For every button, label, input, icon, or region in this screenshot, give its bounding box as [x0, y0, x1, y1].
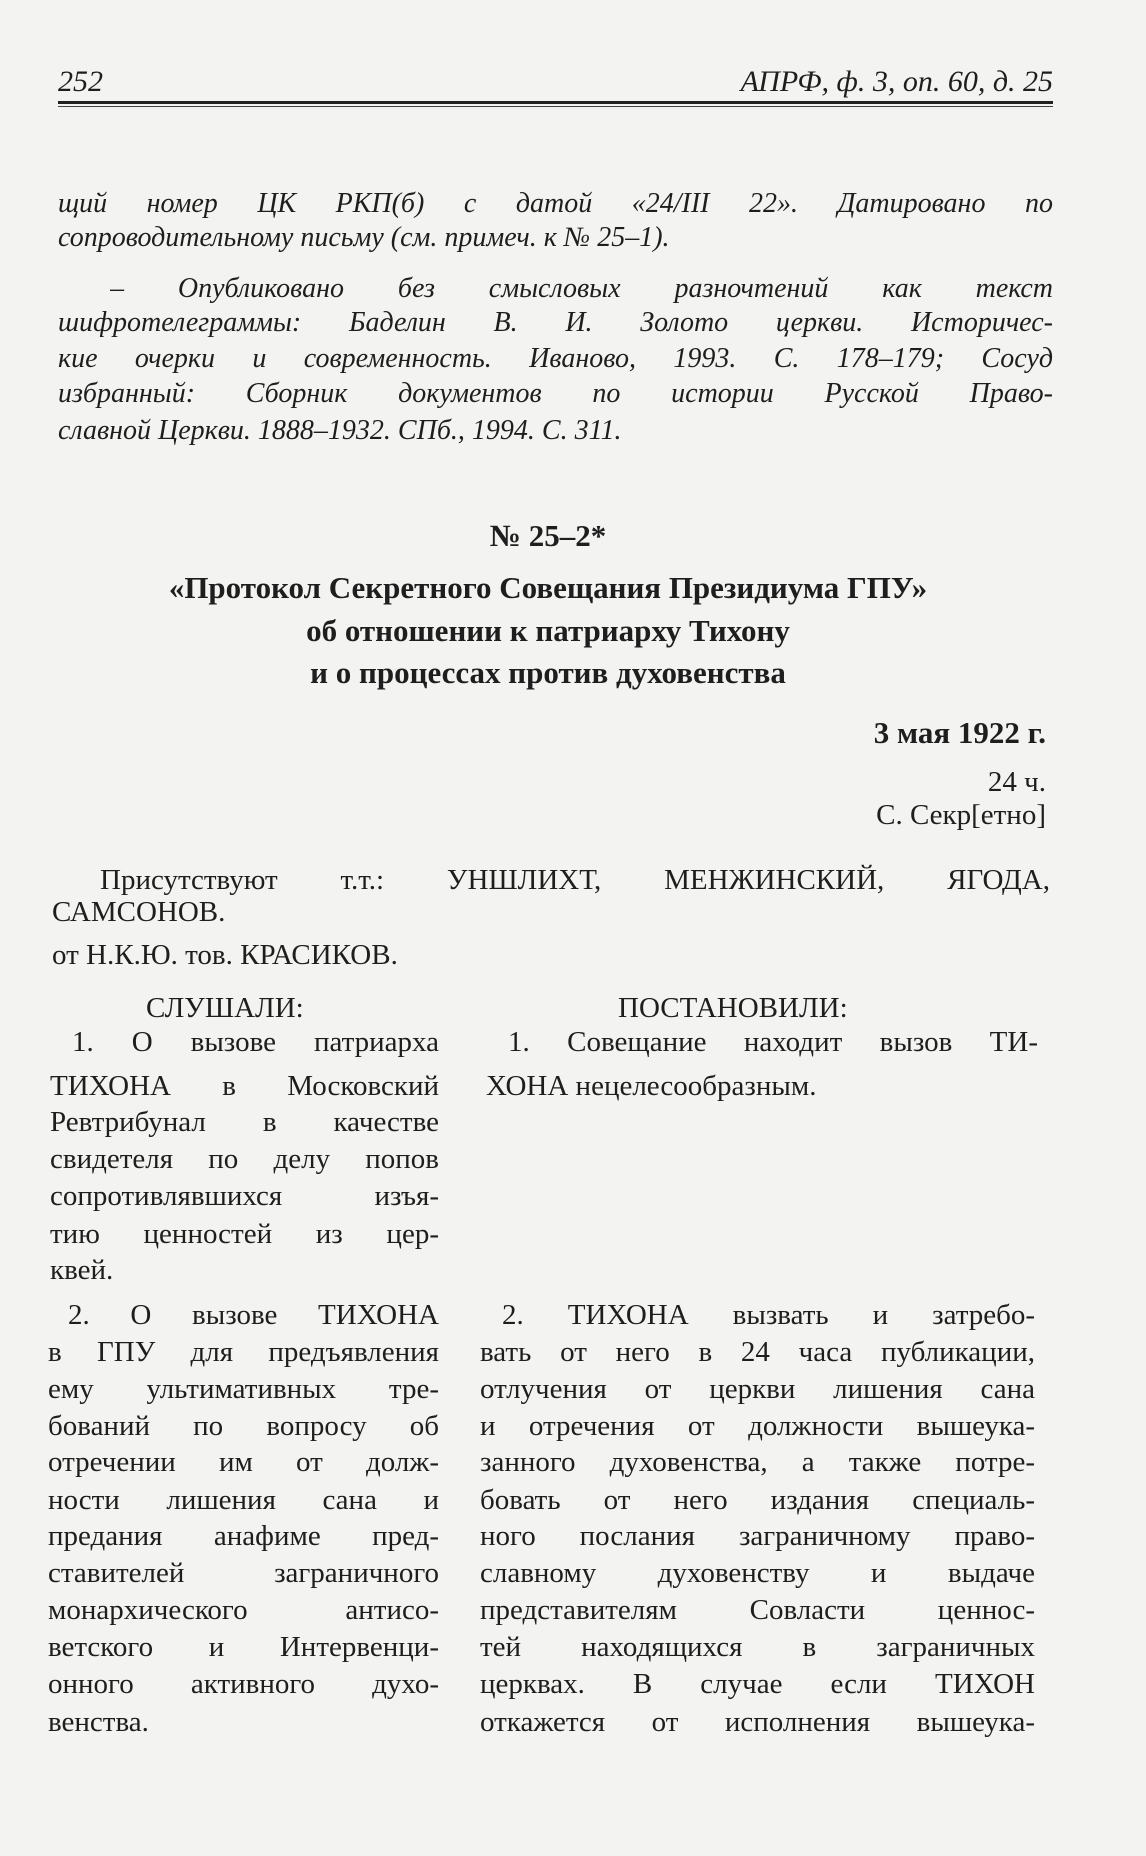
heard-line: ставителей заграничного: [48, 1557, 439, 1589]
resolved-line: вать от него в 24 часа публикации,: [480, 1336, 1035, 1368]
resolved-line: откажется от исполнения вышеука-: [480, 1706, 1035, 1738]
resolved-line: занного духовенства, а также потре-: [480, 1446, 1035, 1478]
heard-line: ветского и Интервенци-: [48, 1631, 439, 1663]
resolved-line: бовать от него издания специаль-: [480, 1484, 1035, 1516]
note-line: щий номер ЦК РКП(б) с датой «24/III 22». Датировано по: [58, 188, 1053, 219]
resolved-line: 1. Совещание находит вызов ТИ-: [508, 1026, 1038, 1058]
heard-line: квей.: [50, 1254, 114, 1286]
page-number: 252: [58, 65, 103, 98]
resolved-line: ного послания заграничному право-: [480, 1520, 1035, 1552]
resolved-column-heading: ПОСТАНОВИЛИ:: [618, 992, 848, 1024]
heard-line: бований по вопросу об: [48, 1410, 439, 1442]
heard-line: ему ультимативных тре-: [48, 1373, 439, 1405]
note-line: кие очерки и современность. Иваново, 1993. С. 178–179; Сосуд: [58, 343, 1053, 374]
resolved-line: славному духовенству и выдаче: [480, 1557, 1035, 1589]
document-title-line: и о процессах против духовенства: [310, 655, 786, 690]
heard-line: онного активного духо-: [48, 1668, 439, 1700]
document-title-line: «Протокол Секретного Совещания Президиума ГПУ»: [168, 570, 928, 605]
heard-line: венства.: [48, 1706, 149, 1738]
resolved-line: ХОНА нецелесообразным.: [486, 1070, 817, 1102]
document-time: 24 ч.: [987, 766, 1046, 798]
heard-line: 2. О вызове ТИХОНА: [68, 1299, 439, 1331]
note-line: шифротелеграммы: Баделин В. И. Золото церкви. Историчес-: [58, 307, 1053, 338]
heard-line: отречении им от долж-: [48, 1446, 439, 1478]
classification-mark: С. Секр[етно]: [876, 799, 1046, 831]
heard-line: свидетеля по делу попов: [50, 1143, 439, 1175]
attendees-line: от Н.К.Ю. тов. КРАСИКОВ.: [52, 939, 398, 971]
heard-line: тию ценностей из цер-: [50, 1218, 439, 1250]
document-date: 3 мая 1922 г.: [873, 715, 1046, 750]
heard-line: предания анафиме пред-: [48, 1520, 439, 1552]
heard-line: монархического антисо-: [48, 1594, 439, 1626]
heard-line: сопротивлявшихся изъя-: [50, 1180, 439, 1212]
heard-line: ТИХОНА в Московский: [50, 1070, 439, 1102]
attendees-line: Присутствуют т.т.: УНШЛИХТ, МЕНЖИНСКИЙ, ЯГОДА,: [100, 864, 1050, 896]
note-line: избранный: Сборник документов по истории Русской Право-: [58, 378, 1053, 409]
heard-line: ности лишения сана и: [48, 1484, 439, 1516]
heard-column-heading: СЛУШАЛИ:: [146, 992, 304, 1024]
heard-line: Ревтрибунал в качестве: [50, 1106, 439, 1138]
note-line: сопроводительному письму (см. примеч. к № 25–1).: [58, 222, 670, 253]
resolved-line: представителям Совласти ценнос-: [480, 1594, 1035, 1626]
note-line: – Опубликовано без смысловых разночтений как текст: [110, 273, 1053, 304]
resolved-line: тей находящихся в заграничных: [480, 1631, 1035, 1663]
heard-line: 1. О вызове патриарха: [72, 1026, 439, 1058]
document-number: № 25–2*: [489, 518, 607, 553]
resolved-line: и отречения от должности вышеука-: [480, 1410, 1035, 1442]
heard-line: в ГПУ для предъявления: [48, 1336, 439, 1368]
header-rule-thin: [58, 106, 1053, 107]
resolved-line: 2. ТИХОНА вызвать и затребо-: [502, 1299, 1035, 1331]
header-rule: [58, 101, 1053, 104]
archive-reference: АПРФ, ф. 3, оп. 60, д. 25: [740, 65, 1053, 98]
document-title-line: об отношении к патриарху Тихону: [306, 613, 790, 648]
resolved-line: церквах. В случае если ТИХОН: [480, 1668, 1035, 1700]
note-line: славной Церкви. 1888–1932. СПб., 1994. С. 311.: [58, 415, 622, 446]
resolved-line: отлучения от церкви лишения сана: [480, 1373, 1035, 1405]
attendees-line: САМСОНОВ.: [52, 896, 226, 928]
